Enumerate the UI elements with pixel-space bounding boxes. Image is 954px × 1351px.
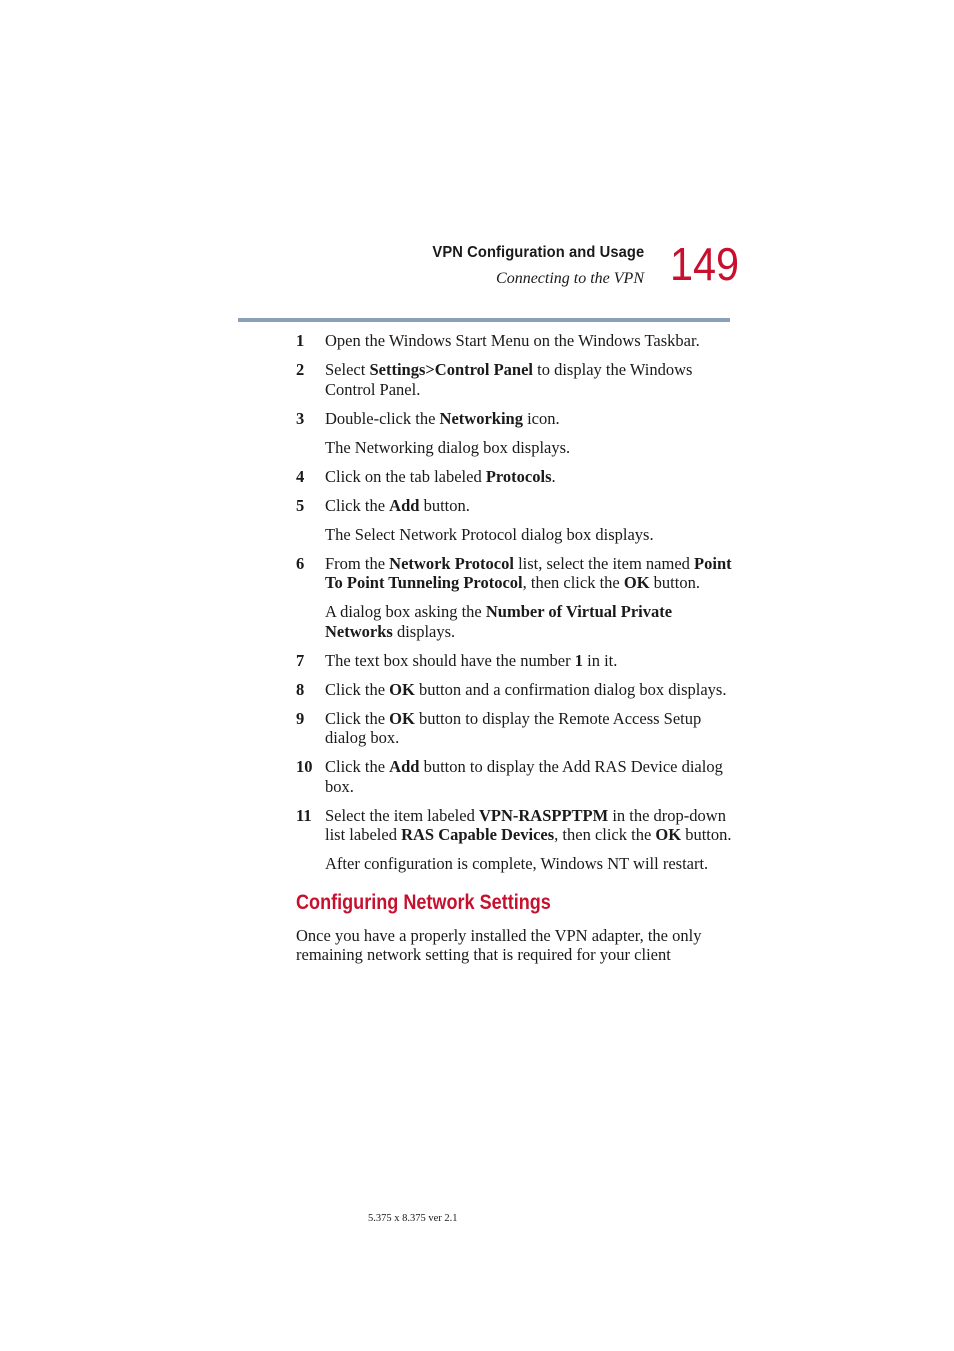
text-run: Double-click the: [325, 408, 440, 428]
step-number: 10: [296, 757, 313, 776]
bold-term: Add: [389, 495, 420, 515]
step-item: [296, 651, 732, 671]
text-run: Click the: [325, 708, 390, 728]
text-run: in the drop-down list labeled: [325, 805, 726, 844]
step-number: 2: [296, 360, 305, 379]
text-run: , then click the: [554, 825, 656, 844]
step-note: [296, 438, 732, 458]
text-run: list, select the item named: [513, 553, 695, 573]
bold-term: OK: [623, 573, 650, 592]
bold-term: Network Protocol: [389, 553, 514, 573]
text-run: The Select Network Protocol dialog box displays.: [325, 524, 654, 544]
text-run: in it.: [582, 650, 618, 670]
bold-term: 1: [574, 650, 583, 670]
text-run: Open the Windows Start Menu on the Windows Taskbar.: [325, 331, 700, 350]
step-text: [325, 554, 732, 593]
step-item: [296, 360, 732, 399]
bold-term: RAS Capable Devices: [401, 825, 555, 844]
steps-list: [296, 331, 732, 874]
step-item: [296, 409, 732, 429]
chapter-title: VPN Configuration and Usage: [432, 244, 644, 261]
step-number: 3: [296, 408, 305, 428]
step-number: 5: [296, 495, 305, 515]
step-number: 9: [296, 708, 305, 728]
section-heading: Configuring Network Settings: [296, 890, 551, 914]
text-run: After configuration is complete, Windows NT will restart.: [325, 854, 709, 873]
text-run: The text box should have the number: [325, 650, 575, 670]
text-run: button.: [681, 825, 732, 844]
bold-term: Add: [389, 757, 420, 776]
section-title: Connecting to the VPN: [496, 270, 644, 287]
page-number: 149: [670, 238, 740, 290]
header-rule: [238, 318, 730, 322]
bold-term: Point To Point Tunneling Protocol: [325, 553, 732, 592]
step-number: 1: [296, 331, 305, 350]
step-text: [325, 806, 732, 845]
footer-version: 5.375 x 8.375 ver 2.1: [368, 1213, 458, 1224]
step-item: [296, 709, 732, 748]
step-item: [296, 331, 732, 351]
text-run: Click on the tab labeled: [325, 466, 486, 486]
text-run: Select: [325, 360, 370, 379]
text-run: .: [551, 466, 556, 486]
step-item: [296, 467, 732, 487]
step-text: [325, 854, 708, 873]
text-run: button and a confirmation dialog box displays.: [414, 679, 727, 699]
step-note: [296, 602, 732, 641]
step-number: 4: [296, 466, 305, 486]
step-number: 6: [296, 553, 305, 573]
step-text: [325, 360, 692, 399]
text-run: button to display the Add RAS Device dialog box.: [325, 757, 723, 796]
step-text: [325, 709, 701, 748]
step-text: [325, 467, 556, 486]
step-item: [296, 680, 732, 700]
text-run: Click the: [325, 679, 390, 699]
bold-term: OK: [389, 708, 415, 728]
text-run: button.: [649, 573, 700, 592]
bold-term: Settings>Control Panel: [369, 360, 534, 379]
step-item: [296, 806, 732, 845]
step-text: [325, 438, 570, 457]
bold-term: OK: [655, 825, 682, 844]
section-body: Once you have a properly installed the VPN adapter, the only remaining network setting that is required for your client: [296, 925, 702, 964]
step-item: [296, 757, 732, 796]
step-note: [296, 854, 732, 874]
step-text: [325, 525, 654, 544]
text-run: button to display the Remote Access Setup dialog box.: [325, 708, 702, 747]
bold-term: OK: [389, 679, 415, 699]
step-number: 7: [296, 650, 305, 670]
bold-term: Protocols: [485, 466, 552, 486]
bold-term: Networking: [439, 408, 523, 428]
step-item: [296, 554, 732, 593]
text-run: displays.: [392, 621, 456, 641]
bold-term: VPN-RASPPTPM: [478, 805, 609, 825]
bold-term: Number of Virtual Private Networks: [325, 602, 673, 641]
text-run: icon.: [522, 408, 560, 428]
step-text: [325, 757, 723, 796]
page-content: [296, 331, 732, 965]
step-text: [325, 331, 700, 350]
text-run: to display the Windows Control Panel.: [325, 360, 693, 399]
step-note: [296, 525, 732, 545]
step-item: [296, 496, 732, 516]
text-run: Click the: [325, 495, 390, 515]
step-text: [325, 680, 726, 699]
text-run: button.: [419, 495, 470, 515]
step-text: [325, 496, 470, 515]
text-run: Select the item labeled: [325, 805, 479, 825]
step-text: [325, 651, 617, 670]
text-run: , then click the: [522, 573, 624, 592]
step-number: 11: [296, 805, 312, 825]
text-run: From the: [325, 553, 390, 573]
text-run: Click the: [325, 757, 390, 776]
step-number: 8: [296, 679, 305, 699]
text-run: A dialog box asking the: [325, 602, 486, 621]
step-text: [325, 409, 560, 428]
text-run: The Networking dialog box displays.: [325, 437, 571, 457]
step-text: [325, 602, 672, 641]
